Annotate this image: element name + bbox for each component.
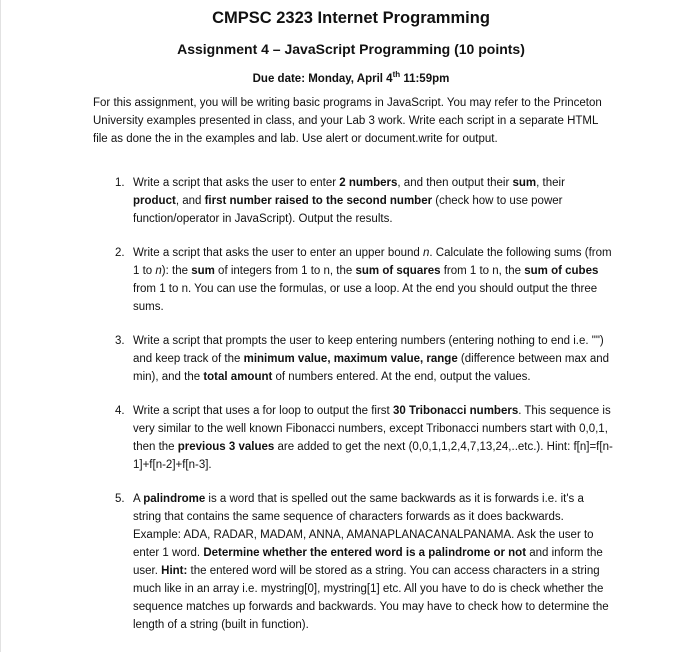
task-text: , and then output their [397,177,513,189]
task-text: A [133,493,144,505]
intro-paragraph: For this assignment, you will be writing basic programs in JavaScript. You may refer to the Princeton University examples presented in class, and your Lab 3 work. Write each script in a separate HTML file as done the in the examples and lab. Use alert or document.write for output. [93,97,602,145]
task-text: Write a script that asks the user to enter an upper bound [133,247,424,259]
task-bold: previous 3 values [177,441,275,453]
due-date-ordinal: th [392,70,401,79]
task-bold: Determine whether the entered word is a palindrome or not [203,547,527,559]
task-text: ): the [161,265,192,277]
task-italic: n [423,247,430,259]
task-italic: n [155,265,162,277]
task-bold: sum of squares [355,265,441,277]
task-text: are added to get the next (0,0,1,1,2,4,7,13,24,..etc.). Hint: f[n]=f[n-1]+f[n-2]+f[n-3]. [133,441,613,471]
task-text: and inform the user. [133,547,603,577]
assignment-title: Assignment 4 – JavaScript Programming (10 points) [177,41,525,57]
due-date [1,70,700,85]
task-text: . This sequence is very similar to the well known Fibonacci numbers, except Tribonacci numbers start with 0,0,1, then the [133,405,611,453]
task-bold: total amount [203,371,273,383]
task-list [1,174,700,650]
task-text: is a word that is spelled out the same backwards as it is forwards i.e. it's a string that contains the same sequence of characters forwards as it does backwards. Example: ADA, RADAR, MADAM, ANNA, AMANAPLANACANALPANAMA. Ask the user to enter 1 word. [133,493,594,559]
task-bold: product [133,195,176,207]
task-bold: palindrome [143,493,206,505]
course-title: CMPSC 2323 Internet Programming [212,9,490,27]
task-text: of numbers entered. At the end, output the values. [272,371,531,383]
task-item-4 [115,402,613,474]
task-bold: sum [512,177,537,189]
task-item-2 [115,244,613,316]
task-text: (difference between max and min), and the [133,353,610,383]
task-bold: Hint: [161,565,188,577]
task-bold: sum of cubes [524,265,599,277]
task-text: the entered word will be stored as a string. You can access characters in a string much like in an array i.e. mystring[0], mystring[1] etc. All you have to do is check whether the sequence matches up forwards and backwards. You may have to check how to determine the length of a string (built in function). [133,565,609,631]
task-text: of integers from 1 to n, the [214,265,356,277]
task-item-5 [115,490,613,634]
task-number: 5. [115,493,125,505]
task-text: , their [536,177,565,189]
task-number: 4. [115,405,125,417]
task-bold: first number raised to the second number [204,195,433,207]
task-text: Write a script that prompts the user to keep entering numbers (entering nothing to end i.e. "") and keep track of the [133,335,604,365]
task-text: (check how to use power function/operator in JavaScript). Output the results. [133,195,563,225]
task-item-1 [115,174,613,228]
task-bold: minimum value, maximum value, range [243,353,458,365]
task-text: from 1 to n, the [440,265,525,277]
task-number: 3. [115,335,125,347]
task-text: , and [175,195,205,207]
task-text: Write a script that asks the user to enter [133,177,340,189]
task-bold: 30 Tribonacci numbers [392,405,519,417]
task-text: from 1 to n. You can use the formulas, or use a loop. At the end you should output the three sums. [133,283,598,313]
task-bold: sum [191,265,215,277]
task-number: 1. [115,177,125,189]
task-number: 2. [115,247,125,259]
task-text: . Calculate the following sums (from 1 to [133,247,612,277]
task-bold: 2 numbers [339,177,398,189]
due-date-text: Due date: Monday, April 4 [252,72,393,85]
task-text: Write a script that uses a for loop to output the first [133,405,393,417]
task-item-3 [115,332,613,386]
due-date-time: 11:59pm [400,72,450,85]
